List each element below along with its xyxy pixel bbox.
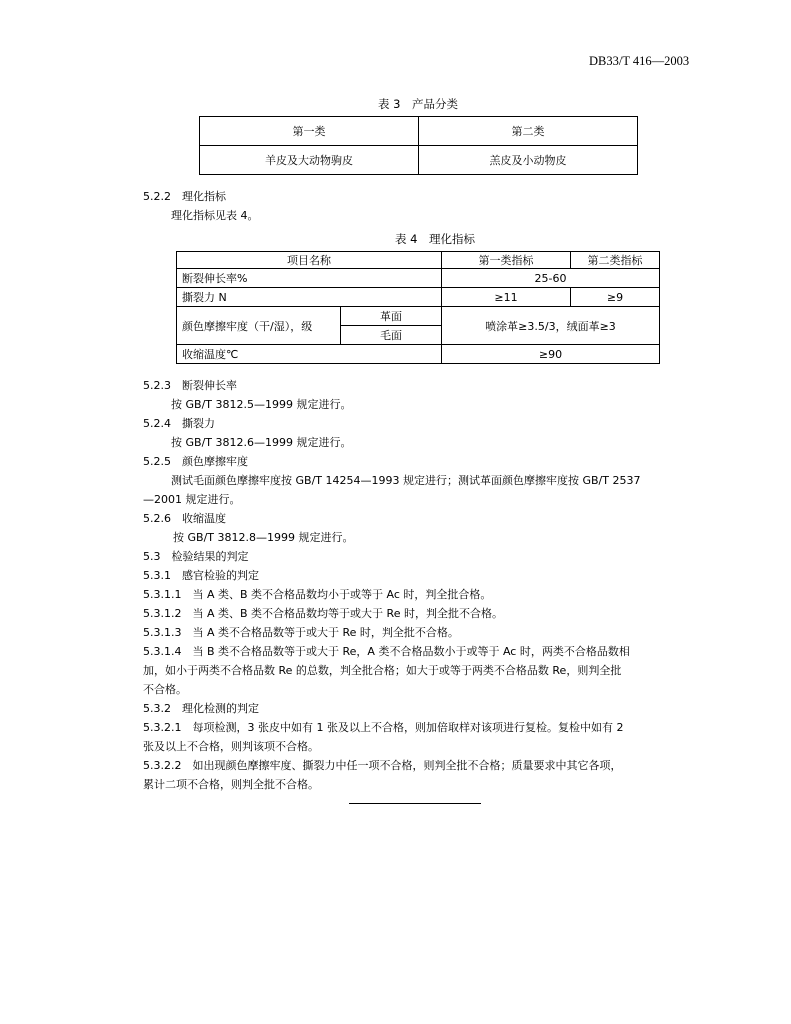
paragraph-text: 不合格。 <box>143 683 187 696</box>
paragraph-text: 5.3.1.1 当 A 类、B 类不合格品数均小于或等于 Ac 时，判全批合格。 <box>143 588 492 601</box>
paragraph-text: —2001 规定进行。 <box>143 493 241 506</box>
table4-row-name: 断裂伸长率% <box>177 269 442 288</box>
paragraph-text: 5.3.1.4 当 B 类不合格品数等于或大于 Re，A 类不合格品数小于或等于 Ac 时，两类不合格品数相 <box>143 645 630 658</box>
table4-row-value: 喷涂革≥3.5/3，绒面革≥3 <box>442 307 660 345</box>
paragraph-text: 加，如小于两类不合格品数 Re 的总数，判全批合格；如大于或等于两类不合格品数 Re，则判全批 <box>143 664 622 677</box>
table4-sub-row-name: 革面 <box>341 307 442 326</box>
paragraph-text: 5.3.2.2 如出现颜色摩擦牢度、撕裂力中任一项不合格，则判全批不合格；质量要求中其它各项， <box>143 759 622 772</box>
section-heading: 5.3.1 感官检验的判定 <box>143 569 259 582</box>
paragraph-text: 按 GB/T 3812.6—1999 规定进行。 <box>171 436 352 449</box>
table4-row-name: 收缩温度℃ <box>177 345 442 364</box>
section-heading: 5.2.3 断裂伸长率 <box>143 379 237 392</box>
table4-header-cell: 第二类指标 <box>571 252 660 269</box>
table4-sub-row-name: 毛面 <box>341 326 442 345</box>
table4-row-value: ≥9 <box>571 288 660 307</box>
table4-header-cell: 项目名称 <box>177 252 442 269</box>
table4-caption: 表 4 理化指标 <box>395 232 475 246</box>
section-heading: 5.2.5 颜色摩擦牢度 <box>143 455 248 468</box>
section-heading: 5.3 检验结果的判定 <box>143 550 249 563</box>
table3-data-cell: 羔皮及小动物皮 <box>419 146 638 175</box>
table4-physicochemical-indicators <box>176 251 660 364</box>
paragraph-text: 理化指标见表 4。 <box>171 209 259 222</box>
table3-header-cell: 第二类 <box>419 117 638 146</box>
paragraph-text: 测试毛面颜色摩擦牢度按 GB/T 14254—1993 规定进行；测试革面颜色摩擦牢度按 GB/T 2537 <box>171 474 641 487</box>
paragraph-text: 5.3.2.1 每项检测，3 张皮中如有 1 张及以上不合格，则加倍取样对该项进行复检。复检中如有 2 <box>143 721 624 734</box>
paragraph-text: 5.3.1.2 当 A 类、B 类不合格品数均等于或大于 Re 时，判全批不合格。 <box>143 607 503 620</box>
table4-row-name: 颜色摩擦牢度（干/湿），级 <box>177 307 341 345</box>
section-heading: 5.2.6 收缩温度 <box>143 512 226 525</box>
paragraph-text: 按 GB/T 3812.8—1999 规定进行。 <box>173 531 354 544</box>
paragraph-text: 累计二项不合格，则判全批不合格。 <box>143 778 319 791</box>
paragraph-text: 5.3.1.3 当 A 类不合格品数等于或大于 Re 时，判全批不合格。 <box>143 626 459 639</box>
table3-data-cell: 羊皮及大动物驹皮 <box>200 146 419 175</box>
table3-header-cell: 第一类 <box>200 117 419 146</box>
table4-header-cell: 第一类指标 <box>442 252 571 269</box>
paragraph-text: 按 GB/T 3812.5—1999 规定进行。 <box>171 398 352 411</box>
end-of-document-rule <box>349 803 481 804</box>
table4-row-value: ≥90 <box>442 345 660 364</box>
section-heading: 5.2.4 撕裂力 <box>143 417 215 430</box>
table3-product-classification <box>199 116 638 175</box>
document-code: DB33/T 416—2003 <box>589 54 690 68</box>
table4-row-value: ≥11 <box>442 288 571 307</box>
paragraph-text: 张及以上不合格，则判该项不合格。 <box>143 740 319 753</box>
section-heading: 5.3.2 理化检测的判定 <box>143 702 259 715</box>
section-heading: 5.2.2 理化指标 <box>143 190 226 203</box>
table4-row-value: 25-60 <box>442 269 660 288</box>
table3-caption: 表 3 产品分类 <box>378 97 458 111</box>
table4-row-name: 撕裂力 N <box>177 288 442 307</box>
